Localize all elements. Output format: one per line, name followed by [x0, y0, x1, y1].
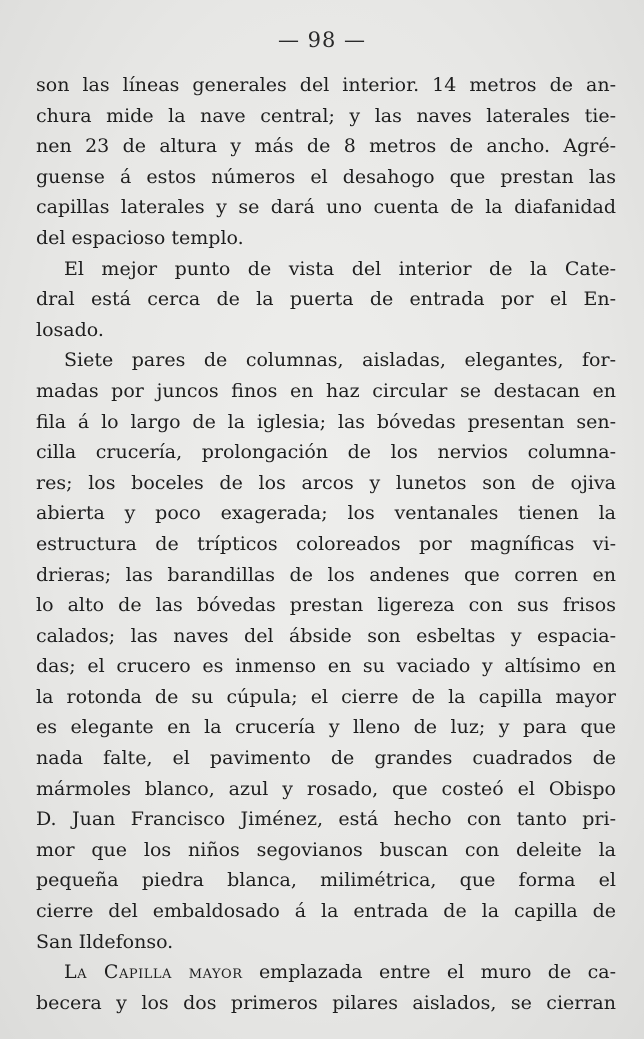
text-line: mármoles blanco, azul y rosado, que costeó el Obispo — [36, 777, 616, 800]
paragraph — [36, 437, 616, 468]
text-line: madas por juncos finos en haz circular se destacan en — [36, 379, 616, 402]
paragraph — [36, 254, 616, 285]
text-line: estructura de trípticos coloreados por magníficas vi- — [36, 532, 616, 555]
text-line: D. Juan Francisco Jiménez, está hecho con tanto pri- — [36, 808, 616, 831]
text-line: guense á estos números el desahogo que prestan las — [36, 165, 616, 188]
paragraph — [36, 70, 616, 101]
body-text — [36, 70, 616, 1018]
paragraph — [36, 345, 616, 376]
text-line: becera y los dos primeros pilares aislados, se cierran — [36, 991, 616, 1014]
text-line: nada falte, el pavimento de grandes cuadrados de — [36, 747, 616, 770]
text-line: del espacioso templo. — [36, 226, 244, 249]
text-line: lo alto de las bóvedas prestan ligereza con sus frisos — [36, 594, 616, 617]
paragraph — [36, 101, 616, 132]
text-line: losado. — [36, 318, 104, 341]
text-line: nen 23 de altura y más de 8 metros de ancho. Agré- — [36, 135, 616, 158]
text-line: emplazada entre el muro de ca- — [258, 961, 617, 984]
paragraph — [36, 651, 616, 682]
text-line: Siete pares de columnas, aisladas, elegantes, for- — [64, 349, 616, 372]
text-line: das; el crucero es inmenso en su vaciado y altísimo en — [36, 655, 616, 678]
paragraph — [36, 927, 616, 958]
paragraph — [36, 682, 616, 713]
paragraph — [36, 284, 616, 315]
text-line: drieras; las barandillas de los andenes que corren en — [36, 563, 616, 586]
paragraph — [36, 529, 616, 560]
text-line: San Ildefonso. — [36, 930, 174, 953]
text-line: calados; las naves del ábside son esbeltas y espacia- — [36, 624, 616, 647]
paragraph — [36, 774, 616, 805]
paragraph — [36, 590, 616, 621]
paragraph — [36, 376, 616, 407]
paragraph — [36, 560, 616, 591]
text-line: El mejor punto de vista del interior de la Cate- — [64, 257, 616, 280]
text-line: res; los boceles de los arcos y lunetos son de ojiva — [36, 471, 616, 494]
paragraph — [36, 407, 616, 438]
paragraph — [36, 712, 616, 743]
text-line: la rotonda de su cúpula; el cierre de la capilla mayor — [36, 685, 616, 708]
text-line: capillas laterales y se dará uno cuenta de la diafanidad — [36, 196, 616, 219]
text-line: cilla crucería, prolongación de los nervios columna- — [36, 441, 616, 464]
paragraph — [36, 131, 616, 162]
lead-in: La Capilla mayor — [64, 961, 243, 984]
text-line: fila á lo largo de la iglesia; las bóvedas presentan sen- — [36, 410, 616, 433]
paragraph — [36, 835, 616, 866]
paragraph — [36, 468, 616, 499]
text-line: es elegante en la crucería y lleno de luz; y para que — [36, 716, 616, 739]
paragraph — [36, 162, 616, 193]
paragraph — [36, 988, 616, 1019]
page-number: — 98 — — [277, 28, 367, 52]
text-line: chura mide la nave central; y las naves laterales tie- — [36, 104, 616, 127]
paragraph — [36, 865, 616, 896]
text-line: son las líneas generales del interior. 14 metros de an- — [36, 74, 616, 96]
text-line: cierre del embaldosado á la entrada de la capilla de — [36, 900, 616, 923]
paragraph — [36, 498, 616, 529]
paragraph — [36, 621, 616, 652]
paragraph — [36, 896, 616, 927]
paragraph — [36, 223, 616, 254]
paragraph — [36, 957, 616, 988]
text-line: pequeña piedra blanca, milimétrica, que forma el — [36, 869, 616, 892]
text-line: abierta y poco exagerada; los ventanales tienen la — [36, 502, 616, 525]
text-line: mor que los niños segovianos buscan con deleite la — [36, 838, 616, 861]
paragraph — [36, 192, 616, 223]
paragraph — [36, 315, 616, 346]
paragraph — [36, 743, 616, 774]
text-line: dral está cerca de la puerta de entrada por el En- — [36, 288, 616, 311]
paragraph — [36, 804, 616, 835]
